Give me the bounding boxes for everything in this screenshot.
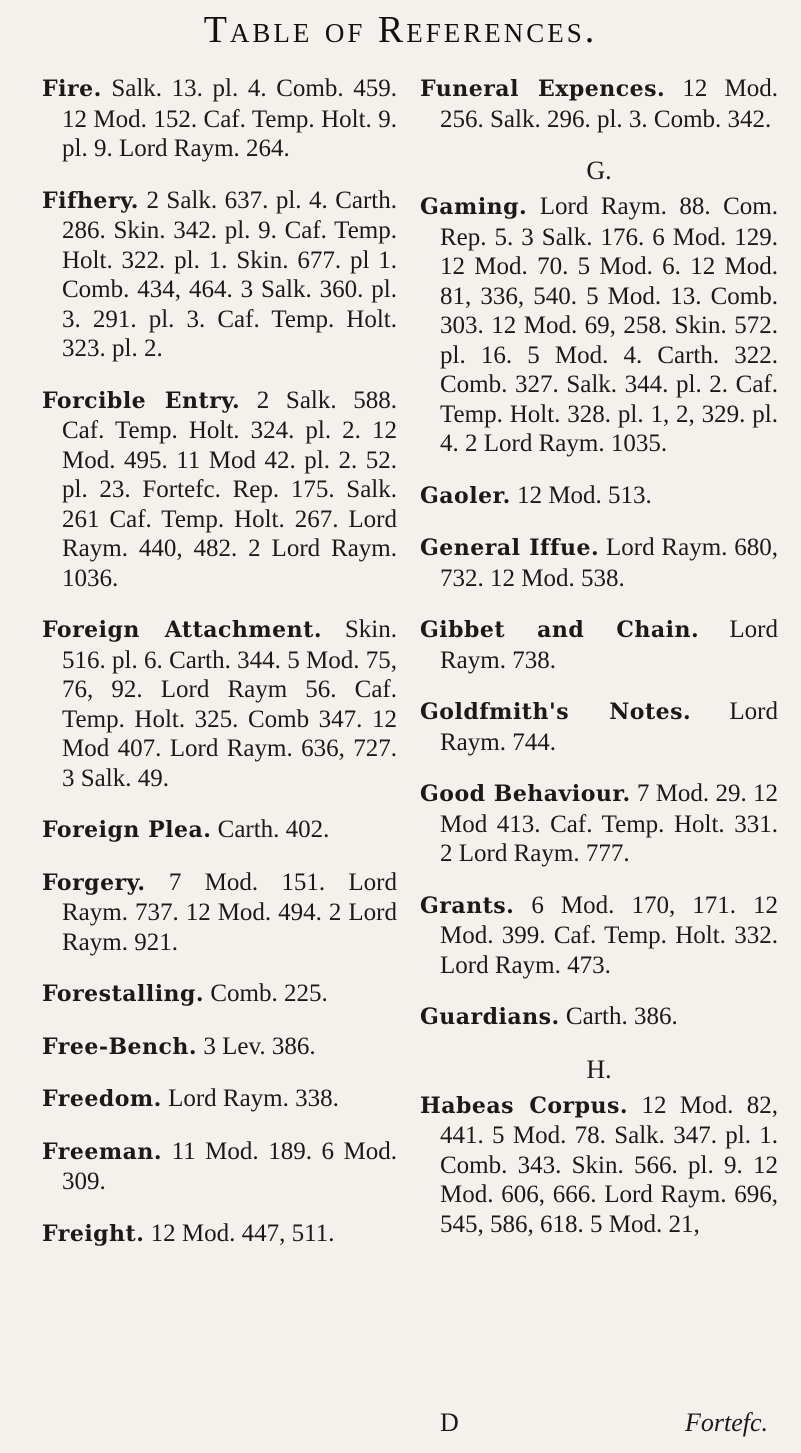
reference-entry xyxy=(42,868,397,958)
entry-citations: Carth. 386. xyxy=(565,1003,678,1030)
entry-citations: Lord Raym. 738. xyxy=(440,616,779,674)
reference-entry xyxy=(420,615,778,675)
entry-heading: Forgery. xyxy=(42,869,146,896)
entry-heading: Gibbet and Chain. xyxy=(420,617,700,643)
entry-heading: Good Behaviour. xyxy=(420,781,631,807)
entry-citations: Carth. 402. xyxy=(217,816,330,843)
left-column xyxy=(42,74,397,1271)
entry-heading: Forestalling. xyxy=(42,981,205,1007)
reference-entry xyxy=(420,74,778,134)
entry-citations: 11 Mod. 189. 6 Mod. 309. xyxy=(62,1137,398,1195)
entry-citations: 3 Lev. 386. xyxy=(203,1032,316,1060)
reference-entry xyxy=(420,533,778,593)
entry-citations: 7 Mod. 29. 12 Mod 413. Caf. Temp. Holt. 331. 2 Lord Raym. 777. xyxy=(440,780,779,867)
reference-entry xyxy=(420,891,778,981)
entry-heading: Fifhery. xyxy=(42,187,139,214)
entry-citations: 6 Mod. 170, 171. 12 Mod. 399. Caf. Temp. Holt. 332. Lord Raym. 473. xyxy=(440,891,779,979)
entry-heading: Freight. xyxy=(42,1220,145,1247)
entry-citations: Salk. 13. pl. 4. Comb. 459. 12 Mod. 152. Caf. Temp. Holt. 9. pl. 9. Lord Raym. 264. xyxy=(62,75,397,162)
entry-citations: 7 Mod. 151. Lord Raym. 737. 12 Mod. 494. 2 Lord Raym. 921. xyxy=(62,868,398,956)
catchword: Fortefc. xyxy=(685,1408,769,1437)
reference-entry xyxy=(42,815,397,846)
entry-heading: Gaming. xyxy=(420,194,528,220)
reference-entry xyxy=(420,192,778,459)
entry-heading: Fire. xyxy=(42,76,102,102)
right-column xyxy=(420,74,778,1261)
signature-mark: D xyxy=(440,1408,459,1437)
entry-heading: Habeas Corpus. xyxy=(420,1092,629,1119)
reference-entry xyxy=(42,1219,397,1250)
entry-citations: 12 Mod. 513. xyxy=(517,481,652,509)
entry-citations: 12 Mod. 447, 511. xyxy=(150,1219,335,1247)
section-letter: G. xyxy=(586,156,612,185)
entry-citations: Comb. 225. xyxy=(210,980,328,1007)
reference-entry xyxy=(420,697,778,757)
entry-citations: Lord Raym. 680, 732. 12 Mod. 538. xyxy=(440,534,779,592)
reference-entry xyxy=(42,615,397,793)
entry-citations: Skin. 516. pl. 6. Carth. 344. 5 Mod. 75, 76, 92. Lord Raym 56. Caf. Temp. Holt. 325. Comb 347. 12 Mod 407. Lord Raym. 636, 727. 3 Salk. 49. xyxy=(62,616,397,792)
reference-entry xyxy=(42,74,397,164)
entry-citations: Lord Raym. 338. xyxy=(168,1085,339,1112)
entry-heading: Grants. xyxy=(420,892,515,919)
reference-entry xyxy=(42,386,397,594)
entry-citations: 2 Salk. 588. Caf. Temp. Holt. 324. pl. 2. 12 Mod. 495. 11 Mod 42. pl. 2. 52. pl. 23. Fortefc. Rep. 175. Salk. 261 Caf. Temp. Holt. 267. Lord Raym. 440, 482. 2 Lord Raym. 1036. xyxy=(62,386,398,592)
reference-entry xyxy=(42,1084,397,1115)
entry-citations: Lord Raym. 88. Com. Rep. 5. 3 Salk. 176. 6 Mod. 129. 12 Mod. 70. 5 Mod. 6. 12 Mod. 81, 336, 540. 5 Mod. 13. Comb. 303. 12 Mod. 69, 258. Skin. 572. pl. 16. 5 Mod. 4. Carth. 322. Comb. 327. Salk. 344. pl. 2. Caf. Temp. Holt. 328. pl. 1, 2, 329. pl. 4. 2 Lord Raym. 1035. xyxy=(440,193,779,457)
entry-heading: Funeral Expences. xyxy=(420,76,666,102)
entry-heading: Goldfmith's Notes. xyxy=(420,699,692,725)
reference-entry xyxy=(42,979,397,1010)
section-letter: H. xyxy=(586,1054,612,1084)
page-title: Table of References. xyxy=(203,9,598,51)
entry-heading: Foreign Plea. xyxy=(42,817,212,843)
reference-entry xyxy=(42,1137,397,1197)
reference-entry xyxy=(420,779,778,869)
entry-citations: 2 Salk. 637. pl. 4. Carth. 286. Skin. 342. pl. 9. Caf. Temp. Holt. 322. pl. 1. Skin. 677. pl 1. Comb. 434, 464. 3 Salk. 360. pl. 3. 291. pl. 3. Caf. Temp. Holt. 323. pl. 2. xyxy=(62,186,398,362)
entry-heading: Free-Bench. xyxy=(42,1033,198,1060)
entry-heading: Forcible Entry. xyxy=(42,387,241,414)
entry-citations: 12 Mod. 82, 441. 5 Mod. 78. Salk. 347. pl. 1. Comb. 343. Skin. 566. pl. 9. 12 Mod. 606, 666. Lord Raym. 696, 545, 586, 618. 5 Mod. 21, xyxy=(440,1091,779,1238)
reference-entry xyxy=(420,1091,778,1240)
entry-heading: Foreign Attachment. xyxy=(42,617,322,643)
entry-heading: Guardians. xyxy=(420,1004,560,1030)
reference-entry xyxy=(420,1002,778,1033)
reference-entry xyxy=(42,186,397,364)
reference-entry xyxy=(420,481,778,512)
entry-heading: Freeman. xyxy=(42,1138,163,1165)
entry-heading: Freedom. xyxy=(42,1086,162,1112)
reference-entry xyxy=(42,1032,397,1063)
entry-citations: Lord Raym. 744. xyxy=(440,698,778,756)
entry-heading: General Iffue. xyxy=(420,535,600,561)
entry-citations: 12 Mod. 256. Salk. 296. pl. 3. Comb. 342. xyxy=(440,75,779,133)
entry-heading: Gaoler. xyxy=(420,482,511,509)
